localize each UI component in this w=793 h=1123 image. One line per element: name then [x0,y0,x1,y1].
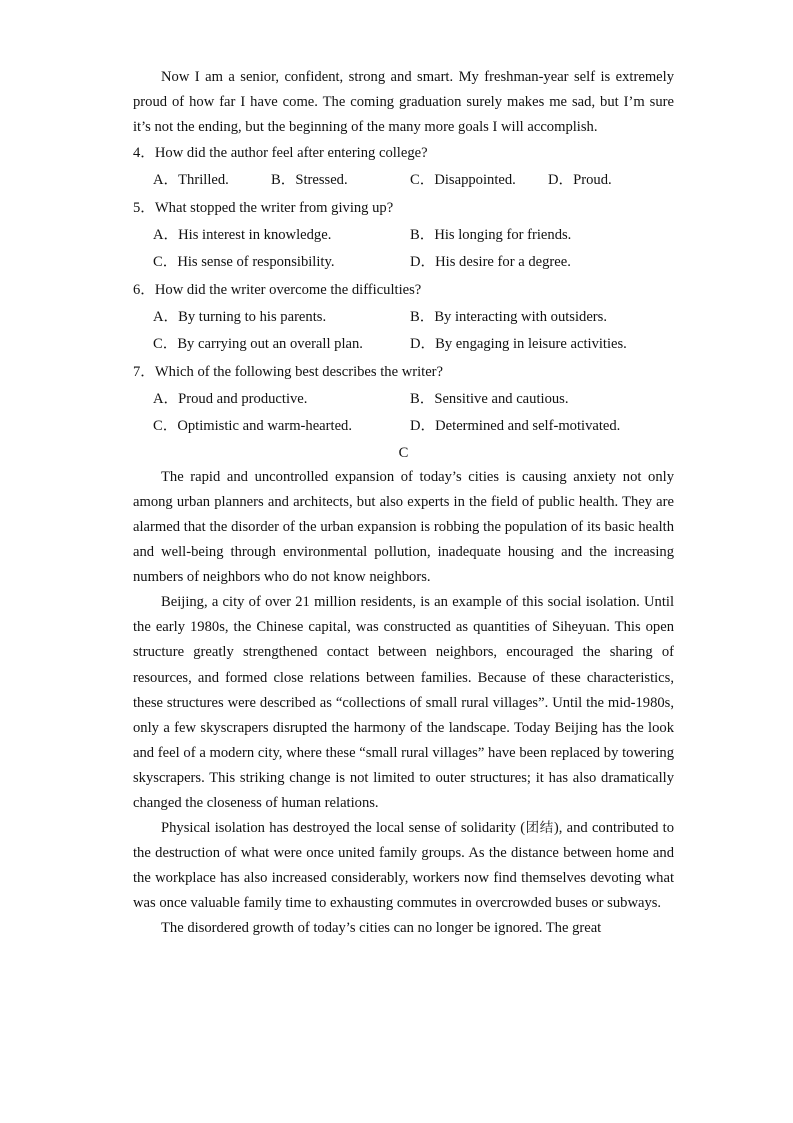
option-b: B．Sensitive and cautious. [410,390,569,407]
document-page [133,65,674,942]
option-a: A．His interest in knowledge. [153,226,332,243]
option-a: A．By turning to his parents. [153,308,327,325]
passage-paragraph-3 [133,816,674,916]
passage-paragraph-2: Beijing, a city of over 21 million residents, is an example of this social isolation. Until the early 1980s, the Chinese capital, was constructed as quantities of Siheyuan. This open structure greatly strengthened contact between neighbors, encouraged the sharing of resources, and formed close relations between families. Because of these characteristics, these structures were described as “collections of small rural villages”. Until the mid-1980s, only a few skyscrapers disrupted the harmony of the landscape. Today Beijing has the look and feel of a modern city, where these “small rural villages” have been replaced by towering skyscrapers. This striking change is not limited to outer structures; it has also dramatically changed the closeness of human relations. [133,594,674,811]
option-b: B．His longing for friends. [410,226,572,243]
paragraph-text: ), and contributed to the destruction of what were once united family groups. As the distance between home and the workplace has also increased considerably, workers now find themselves devoting what was once valuable family time to exhausting commutes in overcrowded buses or subways. [133,820,675,912]
question-options [133,249,674,277]
question-5 [133,195,674,277]
chinese-gloss: 团结 [525,820,554,837]
question-stem: 4．How did the author feel after entering college? [133,145,428,162]
paragraph-text: Physical isolation has destroyed the local sense of solidarity ( [161,820,526,837]
question-options [133,386,674,414]
question-7 [133,359,674,441]
intro-paragraph: Now I am a senior, confident, strong and smart. My freshman-year self is extremely proud of how far I have come. The coming graduation surely makes me sad, but I’m sure it’s not the ending, but the beginning of the many more goals I will accomplish. [133,69,674,136]
option-a: A．Thrilled. [153,172,229,189]
question-options [133,304,674,332]
question-6 [133,277,674,359]
option-d: D．Determined and self-motivated. [410,418,621,435]
option-d: D．Proud. [548,172,612,189]
question-options [133,222,674,250]
passage-paragraph-4: The disordered growth of today’s cities can no longer be ignored. The great [161,920,602,937]
option-d: D．His desire for a degree. [410,254,571,271]
question-options [133,413,674,441]
question-stem: 6．How did the writer overcome the difficulties? [133,281,422,298]
section-letter: C [398,444,409,461]
question-options [133,167,674,195]
question-4 [133,140,674,195]
option-c: C．By carrying out an overall plan. [153,336,363,353]
option-b: B．By interacting with outsiders. [410,308,607,325]
option-d: D．By engaging in leisure activities. [410,336,627,353]
option-c: C．His sense of responsibility. [153,254,335,271]
question-stem: 7．Which of the following best describes the writer? [133,363,444,380]
option-b: B．Stressed. [271,172,348,189]
passage-paragraph-1: The rapid and uncontrolled expansion of today’s cities is causing anxiety not only among urban planners and architects, but also experts in the field of public health. They are alarmed that the disorder of the urban expansion is robbing the population of its basic health and well-being through environmental pollution, inadequate housing and the increasing numbers of neighbors who do not know neighbors. [133,468,674,586]
option-c: C．Disappointed. [410,172,516,189]
question-options [133,331,674,359]
question-stem: 5．What stopped the writer from giving up? [133,199,394,216]
option-c: C．Optimistic and warm-hearted. [153,418,352,435]
option-a: A．Proud and productive. [153,390,308,407]
